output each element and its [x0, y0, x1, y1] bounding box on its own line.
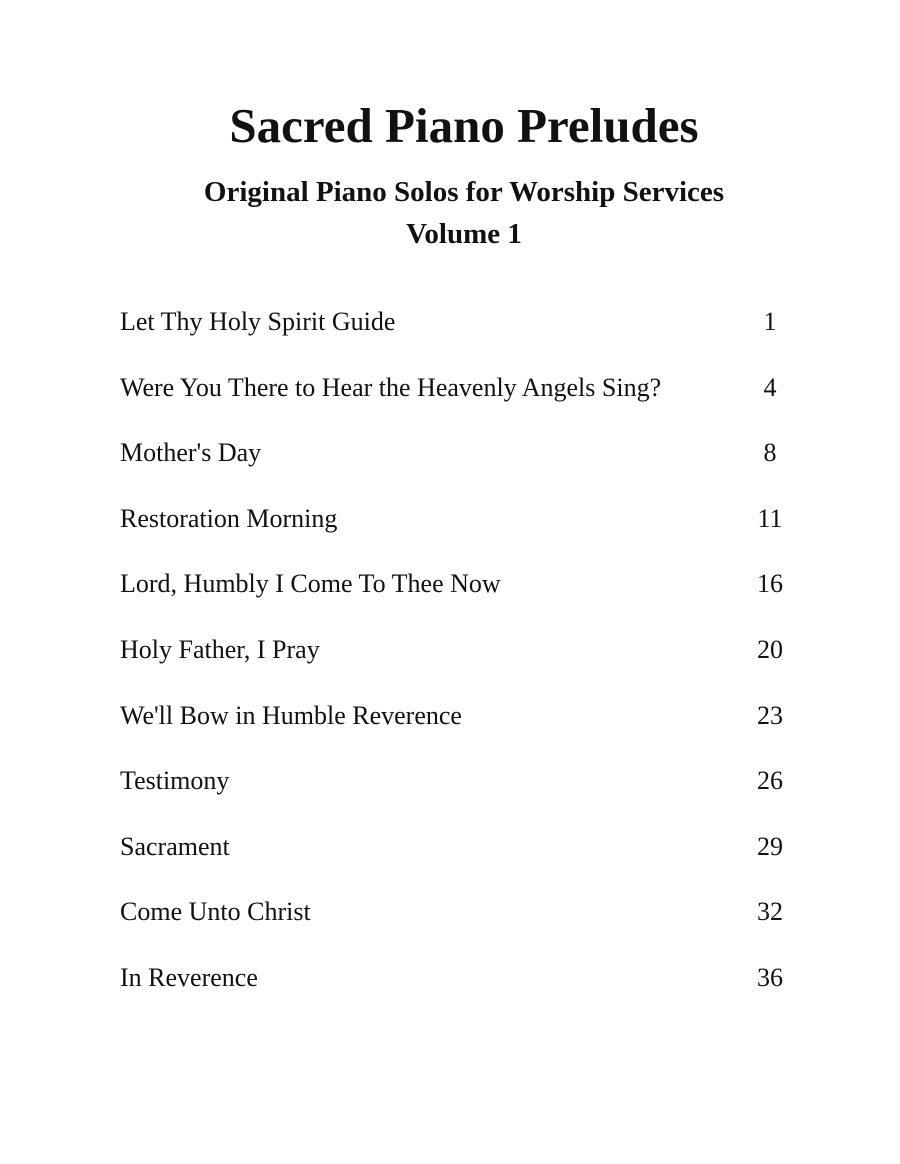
toc-entry: [120, 433, 800, 499]
toc-entry: [120, 761, 800, 827]
page-title: Sacred Piano Preludes: [229, 98, 699, 153]
toc-entry-title: Were You There to Hear the Heavenly Angels Sing?: [120, 372, 662, 402]
toc-entry: [120, 564, 800, 630]
toc-entry: [120, 958, 800, 1024]
toc-entry: [120, 827, 800, 893]
toc-entry: [120, 368, 800, 434]
toc-entry-page: 8: [763, 438, 777, 468]
toc-entry-title: In Reverence: [120, 962, 258, 992]
toc-entry-page: 29: [757, 831, 783, 861]
toc-entry-title: Lord, Humbly I Come To Thee Now: [120, 569, 501, 599]
volume-label: Volume 1: [406, 218, 522, 250]
toc-entry-page: 16: [757, 569, 783, 599]
toc-entry-title: Sacrament: [120, 831, 230, 861]
page-subtitle: Original Piano Solos for Worship Services: [203, 176, 725, 208]
toc-entry-title: Let Thy Holy Spirit Guide: [120, 307, 396, 336]
toc-entry-title: Mother's Day: [120, 438, 262, 468]
toc-entry: [120, 499, 800, 565]
toc-entry-page: 20: [757, 634, 783, 664]
toc-entry-page: 11: [757, 503, 783, 533]
toc-entry-title: Restoration Morning: [120, 503, 338, 533]
toc-entry: [120, 696, 800, 762]
toc-entry: [120, 630, 800, 696]
toc-entry-title: We'll Bow in Humble Reverence: [120, 700, 462, 730]
toc-entry-title: Come Unto Christ: [120, 897, 311, 927]
toc-entry-page: 1: [763, 307, 777, 336]
toc-entry-page: 32: [757, 897, 783, 927]
toc-entry-title: Testimony: [120, 766, 230, 796]
toc-entry-title: Holy Father, I Pray: [120, 634, 320, 664]
toc-entry-page: 36: [757, 962, 783, 992]
toc-entry-page: 26: [757, 766, 783, 796]
table-of-contents: [120, 302, 800, 1024]
toc-entry: [120, 302, 800, 368]
toc-entry-page: 23: [757, 700, 783, 730]
toc-entry: [120, 892, 800, 958]
toc-entry-page: 4: [763, 372, 777, 402]
